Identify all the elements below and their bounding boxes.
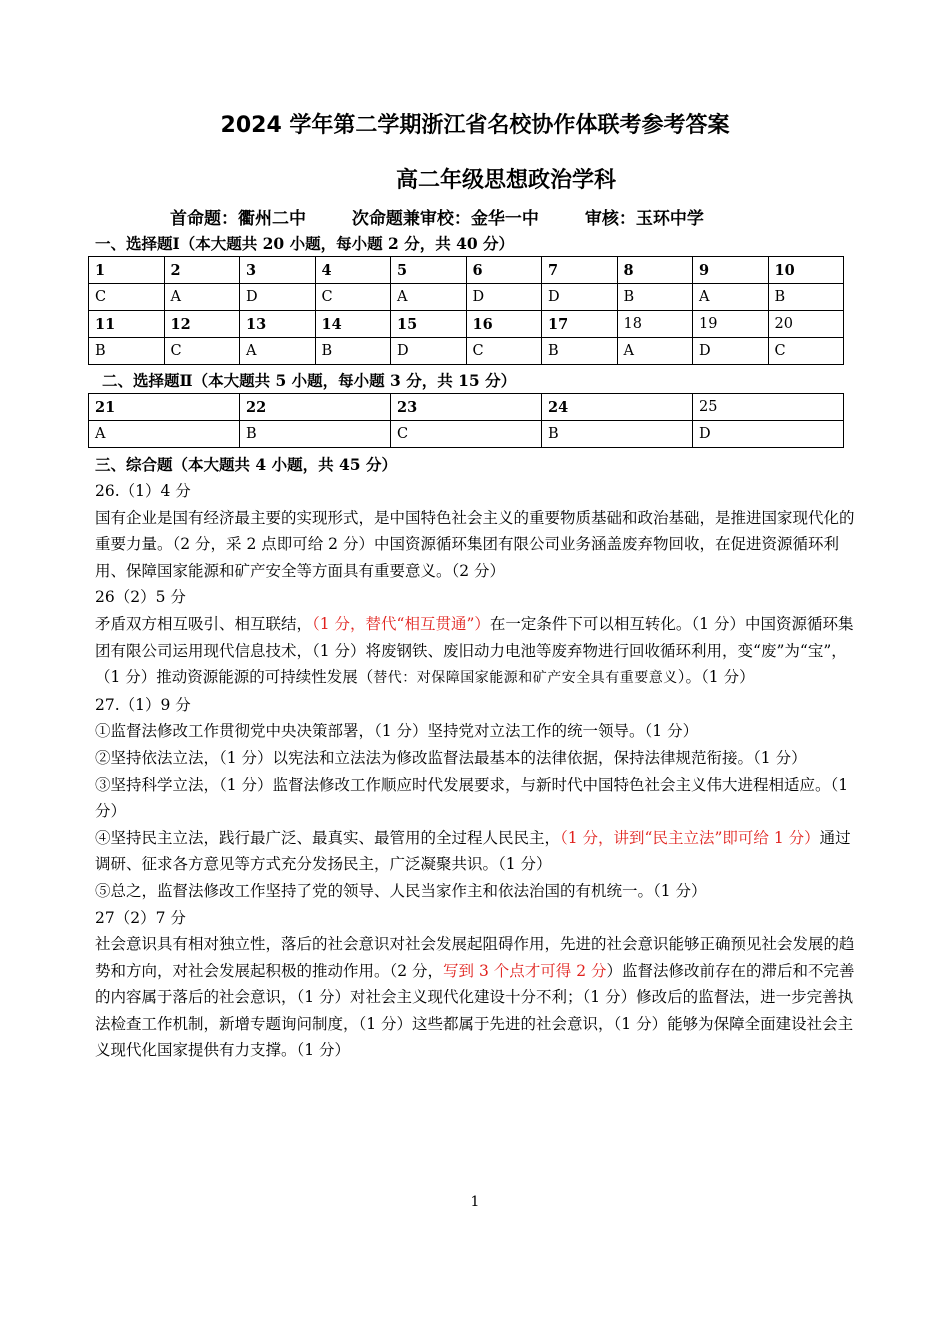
q27-2-label: 27（2）7 分 bbox=[95, 908, 186, 927]
question-number: 14 bbox=[315, 311, 391, 338]
credits-line bbox=[170, 204, 704, 229]
answer-cell: A bbox=[240, 338, 316, 365]
question-number: 22 bbox=[240, 394, 391, 421]
table-row bbox=[89, 257, 844, 284]
q27-1-point-5: ⑤总之，监督法修改工作坚持了党的领导、人民当家作主和依法治国的有机统一。（1 分） bbox=[95, 881, 707, 900]
answer-cell: D bbox=[693, 421, 844, 448]
question-number: 2 bbox=[164, 257, 240, 284]
answer-cell: C bbox=[391, 421, 542, 448]
credit-first-author: 首命题：衢州二中 bbox=[170, 209, 306, 229]
q27-1-p4-text-a: ④坚持民主立法，践行最广泛、最真实、最管用的全过程人民民主， bbox=[95, 828, 561, 847]
question-number: 15 bbox=[391, 311, 467, 338]
q26-2-label: 26（2）5 分 bbox=[95, 588, 186, 607]
question-number: 3 bbox=[240, 257, 316, 284]
table-row bbox=[89, 421, 844, 448]
answer-cell: B bbox=[768, 284, 844, 311]
section2-heading: 二、选择题Ⅱ（本大题共 5 小题，每小题 3 分，共 15 分） bbox=[102, 371, 517, 390]
question-number: 17 bbox=[542, 311, 618, 338]
answer-cell: A bbox=[693, 284, 769, 311]
q26-2-text-a: 矛盾双方相互吸引、相互联结， bbox=[95, 614, 313, 633]
answer-cell: A bbox=[617, 338, 693, 365]
answer-cell: D bbox=[391, 338, 467, 365]
q27-2-answer bbox=[95, 931, 860, 1064]
answer-cell: C bbox=[315, 284, 391, 311]
answer-cell: C bbox=[768, 338, 844, 365]
q27-1-label: 27.（1）9 分 bbox=[95, 695, 191, 714]
credit-auditor: 审核：玉环中学 bbox=[584, 209, 704, 229]
question-number: 9 bbox=[693, 257, 769, 284]
document-subtitle: 高二年级思想政治学科 bbox=[395, 168, 616, 193]
q27-1-point-4 bbox=[95, 825, 860, 878]
question-number: 5 bbox=[391, 257, 467, 284]
q26-2-alt-note: 替代：对保障国家能源和矿产安全具有重要意义 bbox=[373, 670, 678, 687]
q27-1-point-1: ①监督法修改工作贯彻党中央决策部署，（1 分）坚持党对立法工作的统一领导。（1 分） bbox=[95, 722, 699, 741]
choice-table-1 bbox=[88, 256, 844, 365]
answer-cell: B bbox=[89, 338, 165, 365]
choice-table-2 bbox=[88, 393, 844, 448]
answer-cell: D bbox=[693, 338, 769, 365]
answer-cell: C bbox=[466, 338, 542, 365]
question-number: 12 bbox=[164, 311, 240, 338]
q26-2-text-c: ）。（1 分） bbox=[677, 668, 755, 687]
answer-cell: B bbox=[315, 338, 391, 365]
q27-1-point-3: ③坚持科学立法，（1 分）监督法修改工作顺应时代发展要求，与新时代中国特色社会主义伟大进程相适应。（1 分） bbox=[95, 775, 849, 821]
question-number: 1 bbox=[89, 257, 165, 284]
question-number: 20 bbox=[768, 311, 844, 338]
answer-cell: A bbox=[391, 284, 467, 311]
q27-2-text-a: 社会意识具有相对独立性，落后的社会意识对社会发展起阻碍作用，先进的社会意识能够正确预见社会发展的趋势和方向，对社会发展起积极的推动作用。（2 分， bbox=[95, 935, 855, 980]
q27-1-p4-text-b: 通过调研、征求各方意见等方式充分发扬民主，广泛凝聚共识。（1 分） bbox=[95, 828, 851, 874]
question-number: 11 bbox=[89, 311, 165, 338]
question-number: 23 bbox=[391, 394, 542, 421]
answer-cell: C bbox=[164, 338, 240, 365]
q27-2-red-note: 写到 3 个点才可得 2 分 bbox=[443, 961, 607, 980]
q27-1-p4-red-note: （1 分，讲到“民主立法”即可给 1 分） bbox=[560, 828, 820, 847]
q27-1-point-2: ②坚持依法立法，（1 分）以宪法和立法法为修改监督法最基本的法律依据，保持法律规范衔接。（1 分） bbox=[95, 748, 807, 767]
q27-2-text-b: ）监督法修改前存在的滞后和不完善的内容属于落后的社会意识，（1 分）对社会主义现代化建设十分不利；（1 分）修改后的监督法，进一步完善执法检查工作机制，新增专题询问制度，（1 分）这些都属于先进的社会意识，（1 分）能够为保障全面建设社会主义现代化国家提供有力支撑。（1 分） bbox=[95, 961, 855, 1060]
q26-1-answer: 国有企业是国有经济最主要的实现形式，是中国特色社会主义的重要物质基础和政治基础，是推进国家现代化的重要力量。（2 分，采 2 点即可给 2 分）中国资源循环集团有限公司业务涵盖废弃物回收，在促进资源循环利用、保障国家能源和矿产安全等方面具有重要意义。（2 分） bbox=[95, 508, 855, 580]
question-number: 13 bbox=[240, 311, 316, 338]
q26-1-label: 26.（1）4 分 bbox=[95, 482, 191, 500]
document-title: 2024 学年第二学期浙江省名校协作体联考参考答案 bbox=[220, 113, 730, 138]
answer-cell: B bbox=[617, 284, 693, 311]
answer-cell: D bbox=[542, 284, 618, 311]
q26-2-red-note: （1 分，替代“相互贯通”） bbox=[312, 614, 490, 633]
answer-cell: B bbox=[542, 421, 693, 448]
table-row bbox=[89, 394, 844, 421]
question-number: 19 bbox=[693, 311, 769, 338]
table-row bbox=[89, 311, 844, 338]
page-number: 1 bbox=[470, 1194, 480, 1210]
question-number: 18 bbox=[617, 311, 693, 338]
comprehensive-answers bbox=[95, 478, 860, 1064]
answer-cell: A bbox=[164, 284, 240, 311]
question-number: 24 bbox=[542, 394, 693, 421]
q26-2-text-b: 在一定条件下可以相互转化。（1 分）中国资源循环集团有限公司运用现代信息技术，（1 分）将废钢铁、废旧动力电池等废弃物进行回收循环利用，变“废”为“宝”，（1 分）推动资源能源的可持续性发展（ bbox=[95, 614, 854, 687]
answer-cell: C bbox=[89, 284, 165, 311]
credit-second-reviewer: 次命题兼审校：金华一中 bbox=[351, 209, 539, 229]
section1-heading: 一、选择题Ⅰ（本大题共 20 小题，每小题 2 分，共 40 分） bbox=[95, 234, 515, 253]
table-row bbox=[89, 338, 844, 365]
section3-heading: 三、综合题（本大题共 4 小题，共 45 分） bbox=[95, 455, 397, 474]
answer-cell: B bbox=[240, 421, 391, 448]
answer-cell: B bbox=[542, 338, 618, 365]
question-number: 25 bbox=[693, 394, 844, 421]
question-number: 16 bbox=[466, 311, 542, 338]
question-number: 7 bbox=[542, 257, 618, 284]
answer-cell: A bbox=[89, 421, 240, 448]
q26-2-answer bbox=[95, 611, 860, 692]
answer-cell: D bbox=[240, 284, 316, 311]
question-number: 10 bbox=[768, 257, 844, 284]
question-number: 4 bbox=[315, 257, 391, 284]
table-row bbox=[89, 284, 844, 311]
answer-cell: D bbox=[466, 284, 542, 311]
question-number: 8 bbox=[617, 257, 693, 284]
question-number: 21 bbox=[89, 394, 240, 421]
question-number: 6 bbox=[466, 257, 542, 284]
